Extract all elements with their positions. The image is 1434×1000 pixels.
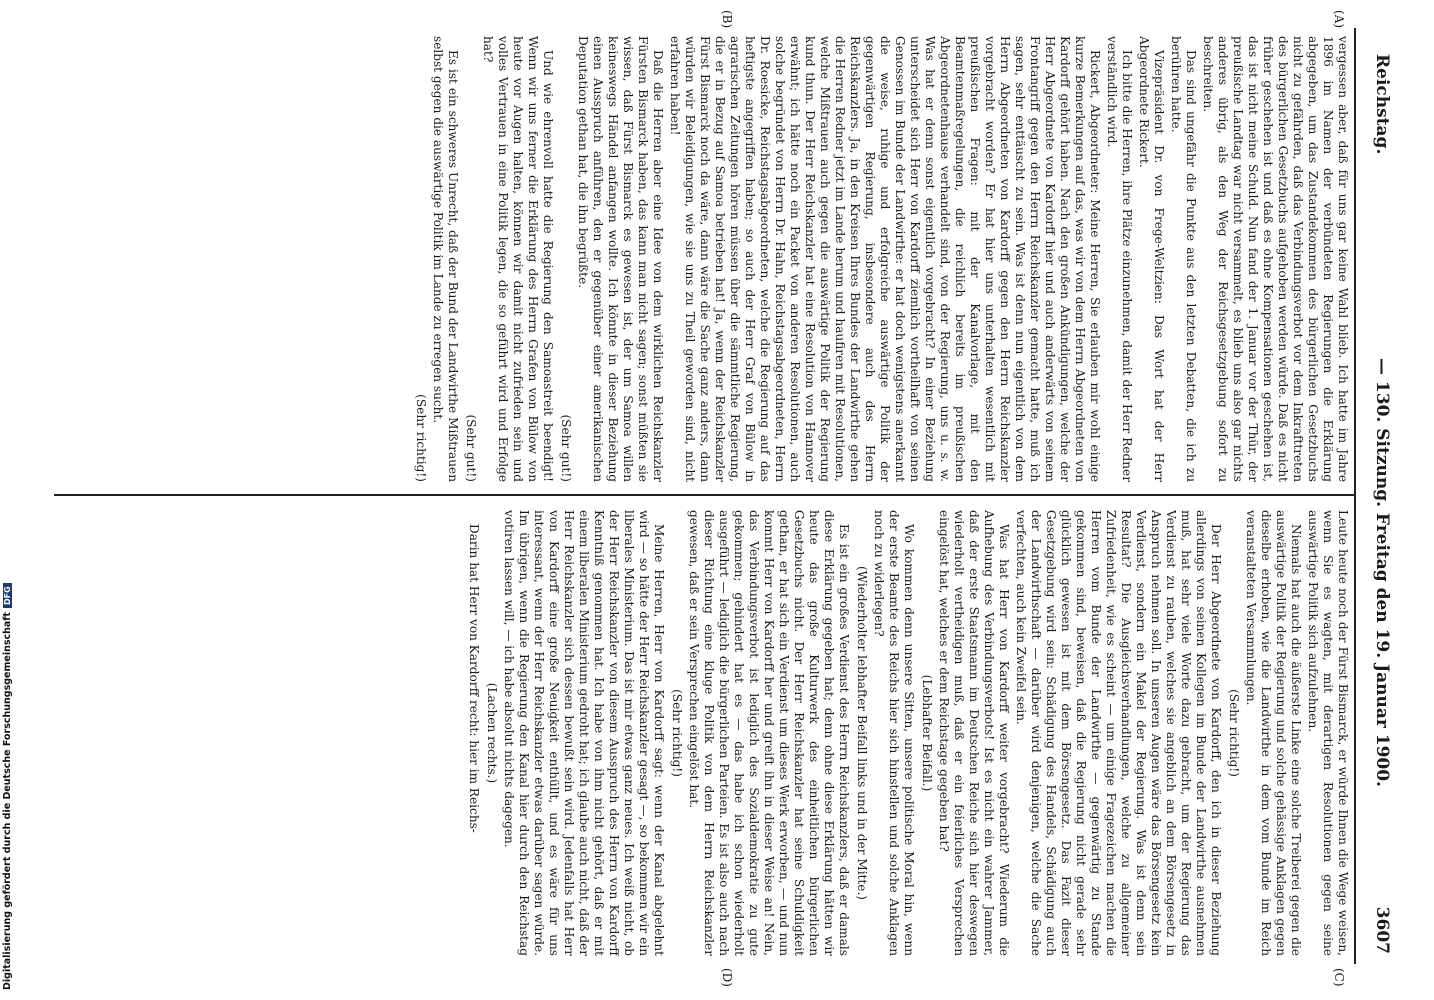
paragraph: vergessen aber, daß für uns gar keine Wahl blieb. Ich hatte im Jahre 1896 im Namen der verbündeten Regierungen die Erklärung abgegeben, um das Zustandekommen des bürgerlichen Gesetzbuchs nicht zu gefährden, daß das Verbindungsverbot vor dem Inkrafttreten des bürgerlichen Gesetzbuchs aufgehoben werden würde. Daß es nicht früher geschehen ist und daß es ohne Kompensationen geschehen ist, das ist nicht meine Schuld. Nun fand der 1. Januar vor der Thür, der preußische Landtag war nicht versammelt, es blieb uns also gar nichts anderes übrig, als den Weg der Reichsgesetzgebung sofort zu beschreiten. xyxy=(1201,36,1350,482)
interjection: (Sehr gut!) xyxy=(559,414,573,482)
column-divider xyxy=(54,494,1354,496)
interjection: (Sehr gut!) xyxy=(464,414,478,482)
interjection: (Lachen rechts.) xyxy=(485,682,499,784)
interjection: (Sehr richtig!) xyxy=(414,394,428,482)
paragraph: Vizepräsident Dr. von Frege-Weltzien: Das Wort hat der Herr Abgeordnete Rickert. xyxy=(1137,36,1166,482)
margin-letter-a: (A) xyxy=(1332,10,1346,29)
header-center: — 130. Sitzung. Freitag den 19. Januar 1900. xyxy=(1372,358,1392,787)
digitization-note xyxy=(2,583,13,990)
dfg-logo: DFG xyxy=(3,583,12,608)
digitization-note-text: Digitalisierung gefördert durch die Deutsche Forschungsgemeinschaft xyxy=(2,612,13,990)
page-header xyxy=(1358,28,1398,964)
interjection: (Sehr richtig!) xyxy=(1227,689,1241,777)
margin-letter-b: (B) xyxy=(720,10,734,29)
paragraph: Ich bitte die Herren, ihre Plätze einzunehmen, damit der Herr Redner verständlich wird. xyxy=(1105,36,1134,482)
paragraph: Es ist ein großes Verdienst des Herrn Reichskanzlers, daß er damals diese Erklärung gegeben hat; denn ohne diese Erklärung hätten wir heute das große Kulturwerk des einheitlichen bürgerlichen Gesetzbuchs nicht. Der Herr Reichskanzler hat seine Schuldigkeit gethan, er hat sich ein Verdienst um dieses Werk erworben, — und nun kommt Herr von Kardorff her und greift ihn in dieser Weise an! Nein, das Verbindungsverbot ist lediglich des Sozialdemokratie zu gute gekommen; gehindert hat es — das habe ich schon wiederholt ausgeführt — lediglich die bürgerlichen Parteien. Es ist also auch nach dieser Richtung eine kluge Politik von dem Herrn Reichskanzler gewesen, daß er sein Versprechen eingelöst hat. xyxy=(687,510,851,956)
interjection: (Wiederholter lebhafter Beifall links und in der Mitte.) xyxy=(855,565,869,901)
paragraph: Was hat Herr von Kardorff weiter vorgebracht? Wiederum die Aufhebung des Verbindungsverbots! Ist es nicht ein wahrer Jammer, daß der erste Staatsmann im Deutschen Reiche sich hier deswegen wiederholt vertheidigen muß, daß er ein feierliches Versprechen eingelöst hat, welches er dem Reichstage gegeben hat? xyxy=(937,510,1011,956)
header-left: Reichstag. xyxy=(1372,54,1392,155)
paragraph: Meine Herren, Herr von Kardorff sagt: wenn der Kanal abgelehnt wird — so hätte der Herr Reichskanzler gesagt —, so bekommen wir ein liberales Ministerium. Das ist mir etwas ganz neues. Ich weiß nicht, ob der Herr Reichskanzler von diesem Ausspruch des Herrn von Kardorff Kenntniß genommen hat. Ich habe von ihm nicht gehört, daß er mit einem liberalen Ministerium gedroht hat; ich glaube auch nicht, daß der Herr Reichskanzler sich dessen bewußt sein wird. Jedenfalls hat Herr von Kardorff eine große Neuigkeit enthüllt, und es wäre für uns interessant, wenn der Herr Reichskanzler etwas darüber sagen würde. Im übrigen, wenn die Regierung den Kanal hier durch den Reichstag votiren lassen will, — ich habe absolut nichts dagegen. xyxy=(502,510,666,956)
right-column xyxy=(60,510,1350,956)
paragraph: Daß die Herren aber eine Idee von dem wirklichen Reichskanzler Fürsten Bismarck haben, das kann man nicht sagen; sonst müßten sie wissen, daß Fürst Bismarck es gewesen ist, der um Samoa willen keineswegs Händel anfangen wollte. Ich könnte in dieser Beziehung einen Ausspruch anführen, den er gegenüber einer amerikanischen Deputation gethan hat, die ihn begrüßte. xyxy=(576,36,665,482)
paragraph: Leute heute noch der Fürst Bismarck, er würde Ihnen die Wege weisen, wenn Sie es wagten, mit derartigen Resolutionen gegen seine auswärtige Politik sich aufzulehnen. xyxy=(1306,510,1350,956)
interjection: (Lebhafter Beifall.) xyxy=(920,674,934,792)
paragraph: Wo kommen denn unsere Sitten, unsere politische Moral hin, wenn der erste Beamte des Reichs hier sich hinstellen und solche Anklagen noch zu widerlegen? xyxy=(872,510,916,956)
header-rule xyxy=(1354,28,1356,964)
paragraph: Rickert, Abgeordneter: Meine Herren, Sie erlauben mir wohl einige kurze Bemerkungen auf das, was wir von dem Herrn Abgeordneten von Kardorff gehört haben. Nach den großen Ankündigungen, welche der Herr Abgeordnete von Kardorff hier und auch anderwärts von seinem Frontangriff gegen den Herrn Reichskanzler gemacht hatte, muß ich sagen, sehr enttäuscht zu sein. Was ist denn nun eigentlich von dem Herrn Abgeordneten von Kardorff gegen den Herrn Reichskanzler vorgebracht worden? Er hat hier uns unterhalten wesentlich mit preußischen Fragen: mit der Kanalvorlage, mit den Beamtenmaßregelungen, die reichlich bereits im preußischen Abgeordnetenhause verhandelt sind, von der Regierung, uns u. s. w. Was hat er denn sonst eigentlich vorgebracht? In einer Beziehung unterscheidet sich Herr von Kardorff ziemlich vortheilhaft von seinen Genossen im Bunde der Landwirthe: er hat doch wenigstens anerkannt die weise, ruhige und erfolgreiche auswärtige Politik der gegenwärtigen Regierung, insbesondere auch des Herrn Reichskanzlers. Ja, in den Kreisen Ihres Bundes der Landwirthe gehen die Herren Redner jetzt im Lande herum und haufiren mit Resolutionen, welche Mißtrauen auch gegen die auswärtige Politik der Regierung kund thun. Der Herr Reichskanzler hat eine Resolution von Hannover erwähnt; ich hätte noch ein Packet von anderen Resolutionen, auch solche begründet von Herrn Dr. Hahn, Reichstagsabgeordneten, Herrn Dr. Roesicke, Reichstagsabgeordneten, welche die Regierung auf das heftigste angegriffen haben; so auch der Herr Graf von Bülow in agrarischen Zeitungen hören müssen über die sämmtliche Regierung, die er in Bezug auf Samoa betrieben hat! Ja, wenn der Reichskanzler Fürst Bismarck noch da wäre, dann wäre die Sache ganz anders, dann würden wir Beleidigungen, wie sie uns zu Theil geworden sind, nicht erfahren haben! xyxy=(668,36,1102,482)
paragraph: Und wie ehrenvoll hatte die Regierung den Samoastreit beendigt! Wenn wir uns ferner die Erklärung des Herrn Grafen von Bülow von heute vor Augen halten, können wir damit nicht zufrieden sein und volles Vertrauen in eine Politik legen, die so geführt wird und Erfolge hat? xyxy=(481,36,555,482)
paragraph: Der Herr Abgeordnete von Kardorff, den ich in dieser Beziehung allerdings von seinen Kollegen im Bunde der Landwirthe ausnehmen muß, hat sehr viele Worte dazu gebracht, um der Regierung das Verdienst zu rauben, welches sie angeblich an dem Börsengesetz in Anspruch nehmen soll. In unseren Augen wäre das Börsengesetz kein Verdienst, sondern ein Makel der Regierung. Was ist denn sein Resultat? Die Ausgleichsverhandlungen, welche zu allgemeiner Zufriedenheit, wie es scheint — um einige Fragezeichen machen die Herren vom Bunde der Landwirthe — gegenwärtig zu Stande gekommen sind, beweisen, daß die Regierung nicht gerade sehr glücklich gewesen ist mit dem Börsengesetz. Das Fazit dieser Gesetzgebung wird sein: Schädigung des Handels, Schädigung auch der Landwirthschaft — darüber wird denjenigen, welche die Sache verfechten, auch kein Zweifel sein. xyxy=(1014,510,1223,956)
left-column xyxy=(60,36,1350,482)
margin-letter-c: (C) xyxy=(1332,968,1346,987)
interjection: (Sehr richtig!) xyxy=(670,689,684,777)
page-number: 3607 xyxy=(1372,906,1392,954)
margin-letter-d: (D) xyxy=(720,968,734,987)
paragraph: Niemals hat auch die äußerste Linke eine solche Treiberei gegen die auswärtige Politik der Regierung und solche gehässige Anklagen gegen dieselbe erhoben, wie die Landwirthe in dem vom Bunde im Reich veranstalteten Versammlungen. xyxy=(1244,510,1303,956)
paragraph: Es ist ein schweres Unrecht, daß der Bund der Landwirthe Mißtrauen selbst gegen die auswärtige Politik im Lande zu erregen sucht. xyxy=(431,36,460,482)
paragraph: Darin hat Herr von Kardorff recht: hier im Reichs- xyxy=(467,524,481,833)
paragraph: Das sind ungefähr die Punkte aus den letzten Debatten, die ich zu berühren hatte. xyxy=(1169,36,1198,482)
